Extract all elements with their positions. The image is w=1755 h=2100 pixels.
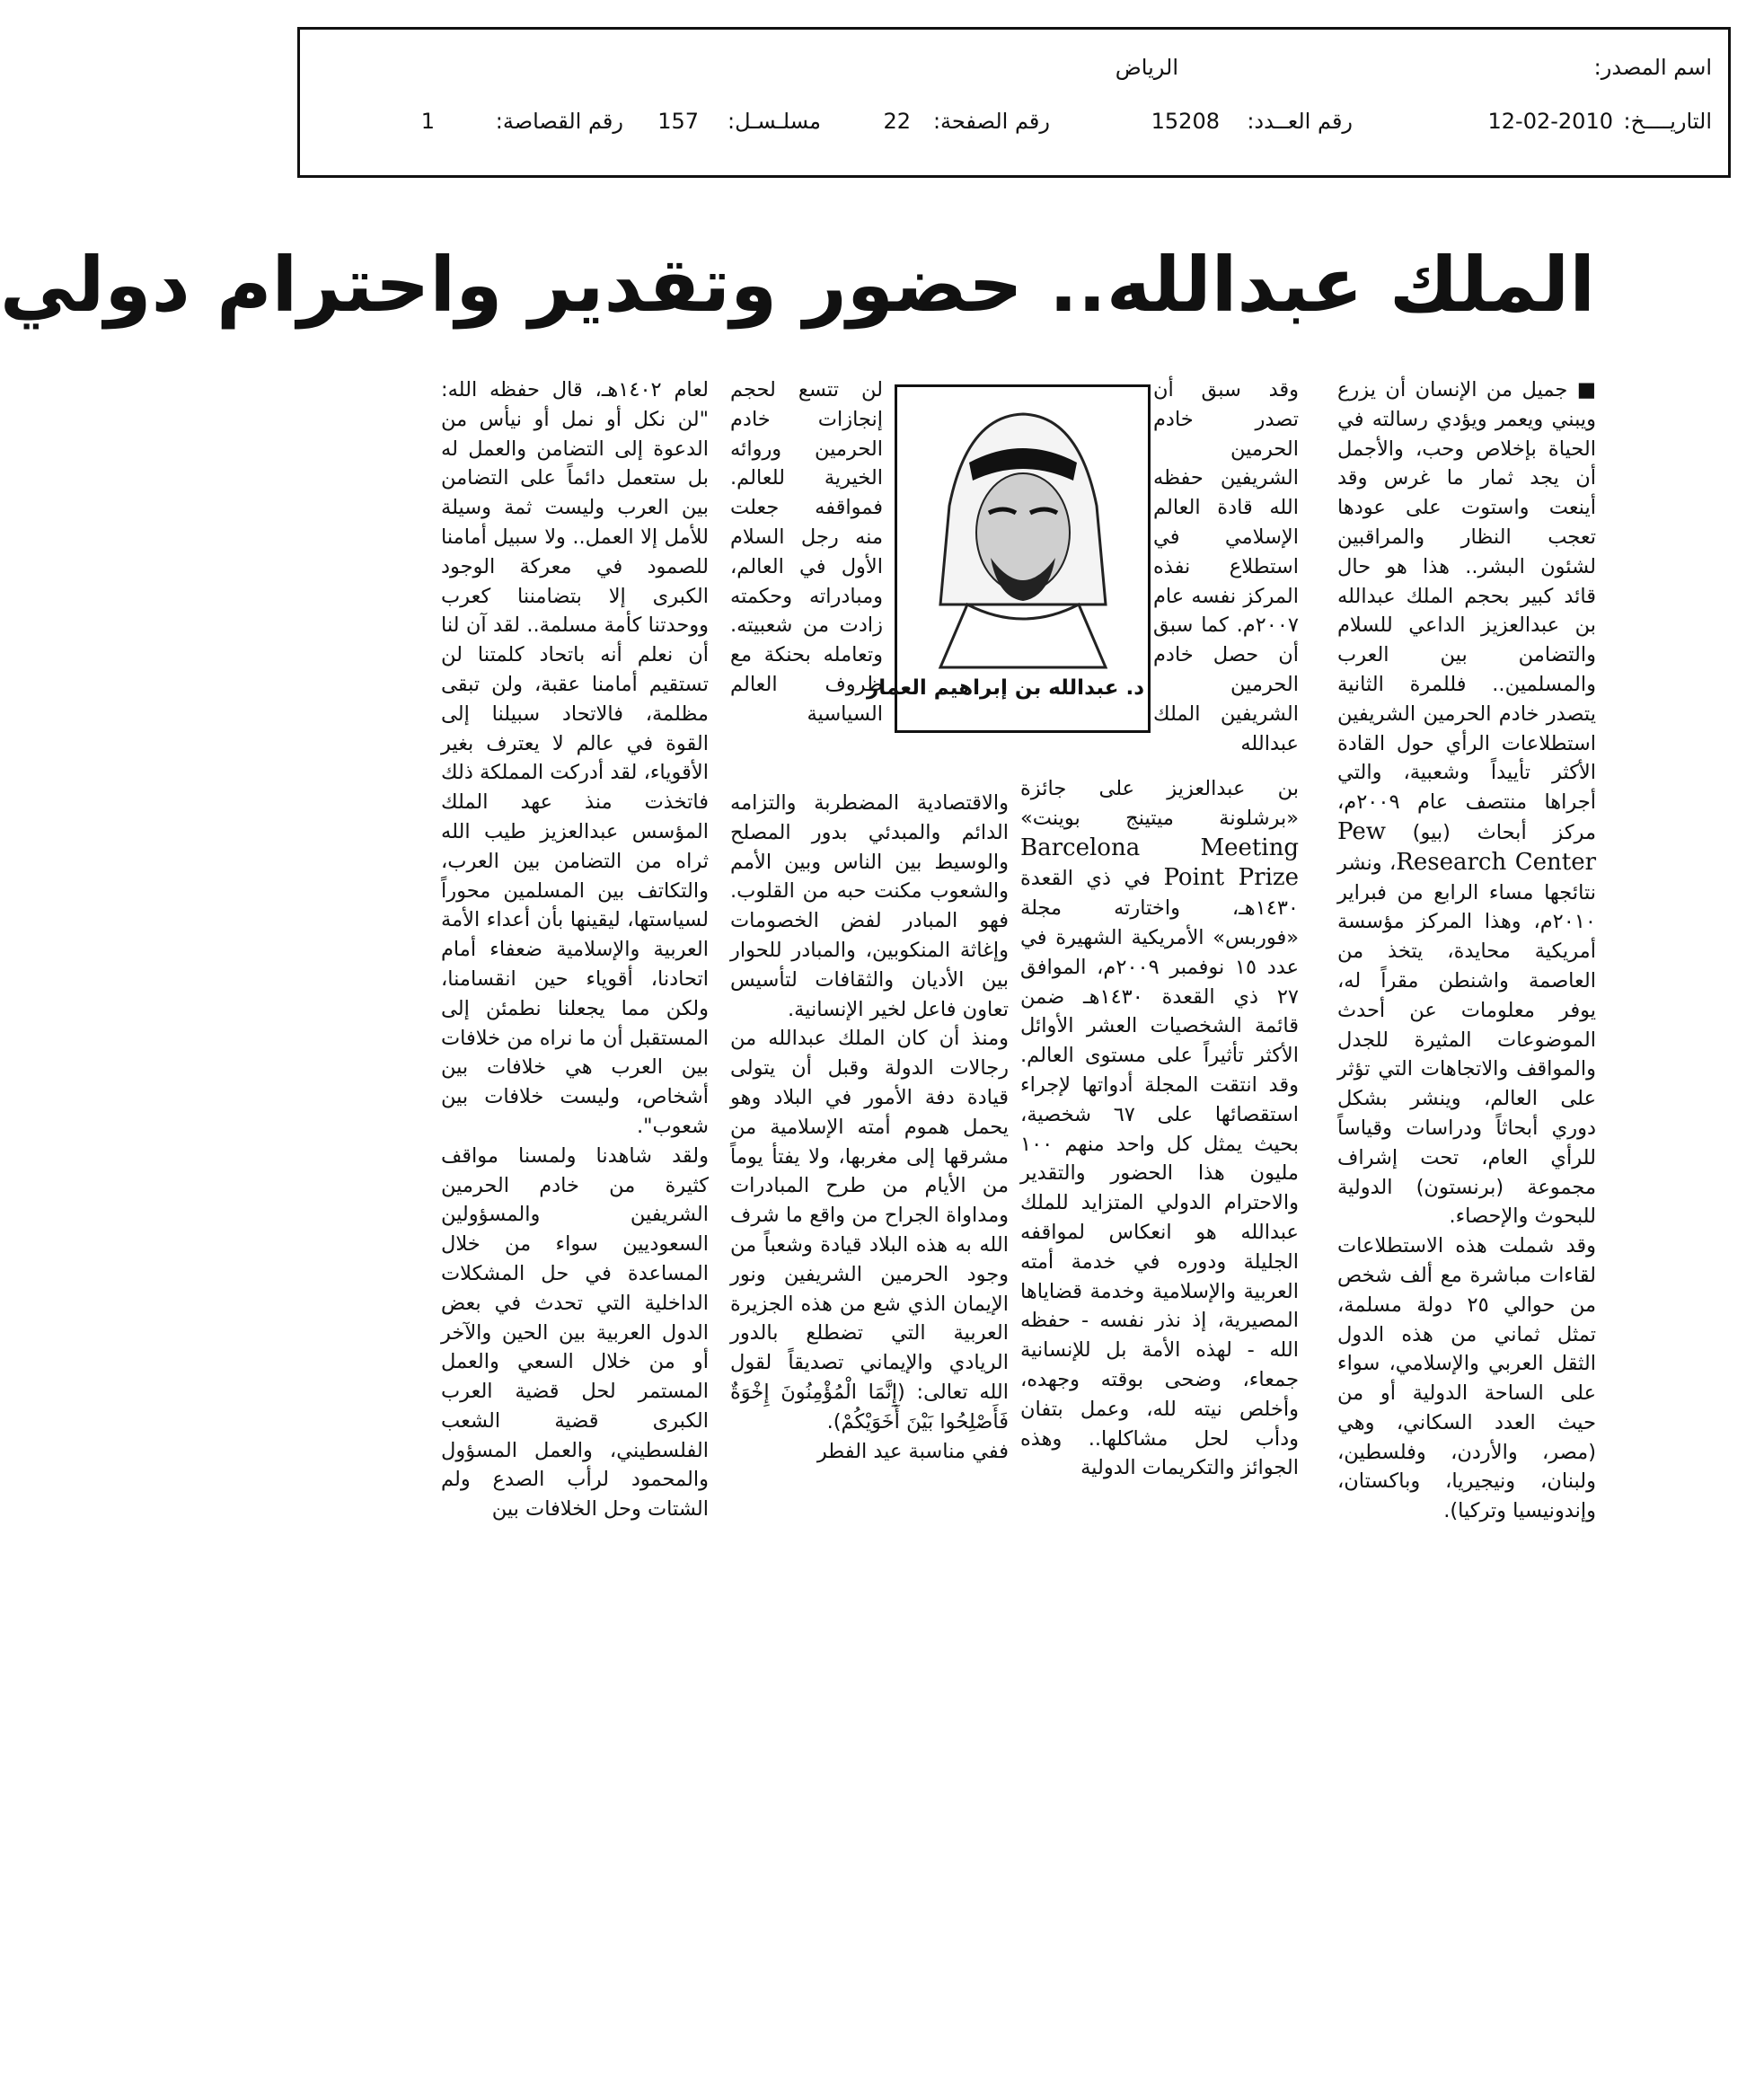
column-4-paragraph-1: لعام ١٤٠٢هـ، قال حفظه الله: "لن نكل أو نمل أو نيأس من الدعوة إلى التضامن والعمل له بل ستعمل دائماً على التضامن بين العرب وليست ثمة وسيلة للأمل إلا العمل.. ولا سبيل أمامنا للصمود في معركة الوجود الكبرى إلا بتضامننا كعرب ووحدتنا كأمة مسلمة.. لقد آن لنا أن نعلم أنه باتحاد كلمتنا لن تستقيم أمامنا عقبة، ولن تبقى مظلمة، فالاتحاد سبيلنا إلى القوة في عالم لا يعترف بغير الأقوياء، لقد أدركت المملكة ذلك فاتخذت منذ عهد الملك المؤسس عبدالعزيز طيب الله ثراه من التضامن بين العرب، والتكاتف بين المسلمين محوراً لسياستها، ليقينها بأن أعداء الأمة العربية والإسلامية ضعفاء أمام اتحادنا، أقوياء حين انقسامنا، ولكن مما يجعلنا نطمئن إلى المستقبل أن ما نراه من خلافات بين العرب هي خلافات بين أشخاص، وليست خلافات بين شعوب". [441, 378, 709, 1138]
author-name: د. عبدالله بن إبراهيم العمار [866, 676, 1144, 700]
column-1-paragraph-2: وقد شملت هذه الاستطلاعات لقاءات مباشرة مع ألف شخص من حوالي ٢٥ دولة مسلمة، تمثل ثماني من هذه الدول الثقل العربي والإسلامي، سواء على الساحة الدولية أو من حيث العدد السكاني، وهي (مصر، والأردن، وفلسطين، ولبنان، ونيجيريا، وباكستان، وإندونيسيا وتركيا). [1337, 1234, 1596, 1523]
article-column-4 [441, 375, 709, 1644]
article-column-2-bottom [1020, 774, 1299, 1644]
article-column-3-bottom [730, 789, 1009, 1644]
column-3-paragraph-3: ففي مناسبة عيد الفطر [816, 1439, 1009, 1463]
serial-label: مسلـسـل: [728, 109, 821, 134]
header-row-source [300, 55, 1728, 91]
column-2-paragraph [1020, 774, 1299, 1483]
clip-value: 1 [420, 109, 435, 134]
serial-value: 157 [657, 109, 699, 134]
column-4-paragraph-2: ولقد شاهدنا ولمسنا مواقف كثيرة من خادم الحرمين الشريفين والمسؤولين السعوديين سواء من خلال المساعدة في حل المشكلات الداخلية التي تحدث في بعض الدول العربية بين الحين والآخر أو من خلال السعي والعمل المستمر لحل قضية العرب الكبرى قضية الشعب الفلسطيني، والعمل المسؤول والمحمود لرأب الصدع ولم الشتات وحل الخلافات بين [441, 1143, 709, 1522]
barcelona-prize-name: Barcelona Meeting Point Prize [1020, 834, 1299, 892]
column-2-text-continued: في ذي القعدة ١٤٣٠هـ، واختارته مجلة «فوربس» الأمريكية الشهيرة في عدد ١٥ نوفمبر ٢٠٠٩م، الموافق ٢٧ ذي القعدة ١٤٣٠هـ ضمن قائمة الشخصيات العشر الأوائل الأكثر تأثيراً على مستوى العالم. وقد انتقت المجلة أدواتها لإجراء استقصائها على ٦٧ شخصية، بحيث يمثل كل واحد منهم ١٠٠ مليون هذا الحضور والتقدير والاحترام الدولي المتزايد للملك عبدالله هو انعكاس لمواقفه الجليلة ودوره في خدمة أمته العربية والإسلامية وخدمة قضاياها المصيرية، إذ نذر نفسه - حفظه الله - لهذه الأمة بل للإنسانية جمعاء، وضحى بوقته وجهده، وأخلص نيته لله، وعمل بتفان ودأب لحل مشاكلها.. وهذه الجوائز والتكريمات الدولية [1020, 867, 1299, 1480]
column-1-paragraph-1 [1337, 375, 1596, 1231]
issue-label: رقم العــدد: [1247, 109, 1353, 134]
author-photo [913, 398, 1133, 667]
source-value: الرياض [1115, 55, 1178, 80]
pew-research-center-name: Pew Research Center [1337, 817, 1597, 876]
author-byline-box [866, 384, 1151, 733]
date-label: التاريــــخ: [1623, 109, 1712, 134]
article-headline: الملك عبدالله.. حضور وتقدير واحترام دولي [0, 241, 1595, 329]
page-value: 22 [883, 109, 911, 134]
clipping-header [297, 27, 1731, 178]
column-1-text-continued: ، ونشر نتائجها مساء الرابع من فبراير ٢٠١٠م، وهذا المركز مؤسسة أمريكية محايدة، يتخذ من العاصمة واشنطن مقراً له، يوفر معلومات عن أحدث الموضوعات المثيرة للجدل والمواقف والاتجاهات التي تؤثر على العالم، وينشر بشكل دوري أبحاثاً ودراسات وقياساً للرأي العام، تحت إشراف مجموعة (برنستون) الدولية للبحوث والإحصاء. [1337, 851, 1596, 1229]
column-1-text: ■ جميل من الإنسان أن يزرع ويبني ويعمر ويؤدي رسالته في الحياة بإخلاص وحب، والأجمل أن يجد ثمار ما غرس وقد أينعت واستوت على عودها تعجب النظار والمراقبين لشئون البشر.. هذا هو حال قائد كبير بحجم الملك عبدالله بن عبدالعزيز الداعي للسلام والتضامن بين العرب والمسلمين.. فللمرة الثانية يتصدر خادم الحرمين الشريفين استطلاعات الرأي حول القادة الأكثر تأييداً وشعبية، والتي أجراها منتصف عام ٢٠٠٩م، مركز أبحاث (بيو) [1337, 378, 1596, 844]
article-column-2-top: وقد سبق أن تصدر خادم الحرمين الشريفين حفظه الله قادة العالم الإسلامي في استطلاع نفذه المركز نفسه عام ٢٠٠٧م. كما سبق أن حصل خادم الحرمين الشريفين الملك عبدالله [1153, 378, 1299, 755]
column-2-text: بن عبدالعزيز على جائزة «برشلونة ميتينج بوينت» [1020, 777, 1299, 830]
page-label: رقم الصفحة: [932, 109, 1050, 134]
clip-label: رقم القصاصة: [495, 109, 623, 134]
column-3-paragraph-2: ومنذ أن كان الملك عبدالله من رجالات الدولة وقبل أن يتولى قيادة دفة الأمور في البلاد وهو يحمل هموم أمته الإسلامية من مشرقها إلى مغربها، ولا يفتأ يوماً من الأيام من طرح المبادرات ومداواة الجراح من واقع ما شرف الله به هذه البلاد قيادة وشعباً من وجود الحرمين الشريفين ونور الإيمان الذي شع من هذه الجزيرة العربية التي تضطلع بالدور الريادي والإيماني تصديقاً لقول الله تعالى: (إِنَّمَا الْمُؤْمِنُونَ إِخْوَةٌ فَأَصْلِحُوا بَيْنَ أَخَوَيْكُمْ). [730, 1027, 1009, 1434]
article-column-3-top: لن تتسع لحجم إنجازات خادم الحرمين وروائه الخيرية للعالم. فمواقفه جعلت منه رجل السلام الأول في العالم، ومبادراته وحكمته زادت من شعبيته. وتعامله بحنكة مع ظروف العالم السياسية [730, 378, 883, 726]
header-row-meta [300, 109, 1728, 145]
article-column-1 [1337, 375, 1596, 1644]
column-3-paragraph-1: والاقتصادية المضطربة والتزامه الدائم والمبدئي بدور المصلح والوسيط بين الناس وبين الأمم والشعوب مكنت حبه من القلوب. فهو المبادر لفض الخصومات وإغاثة المنكوبين، والمبادر للحوار بين الأديان والثقافات لتأسيس تعاون فاعل لخير الإنسانية. [730, 791, 1009, 1021]
source-label: اسم المصدر: [1593, 55, 1712, 80]
date-value: 12-02-2010 [1487, 109, 1613, 134]
issue-value: 15208 [1151, 109, 1220, 134]
